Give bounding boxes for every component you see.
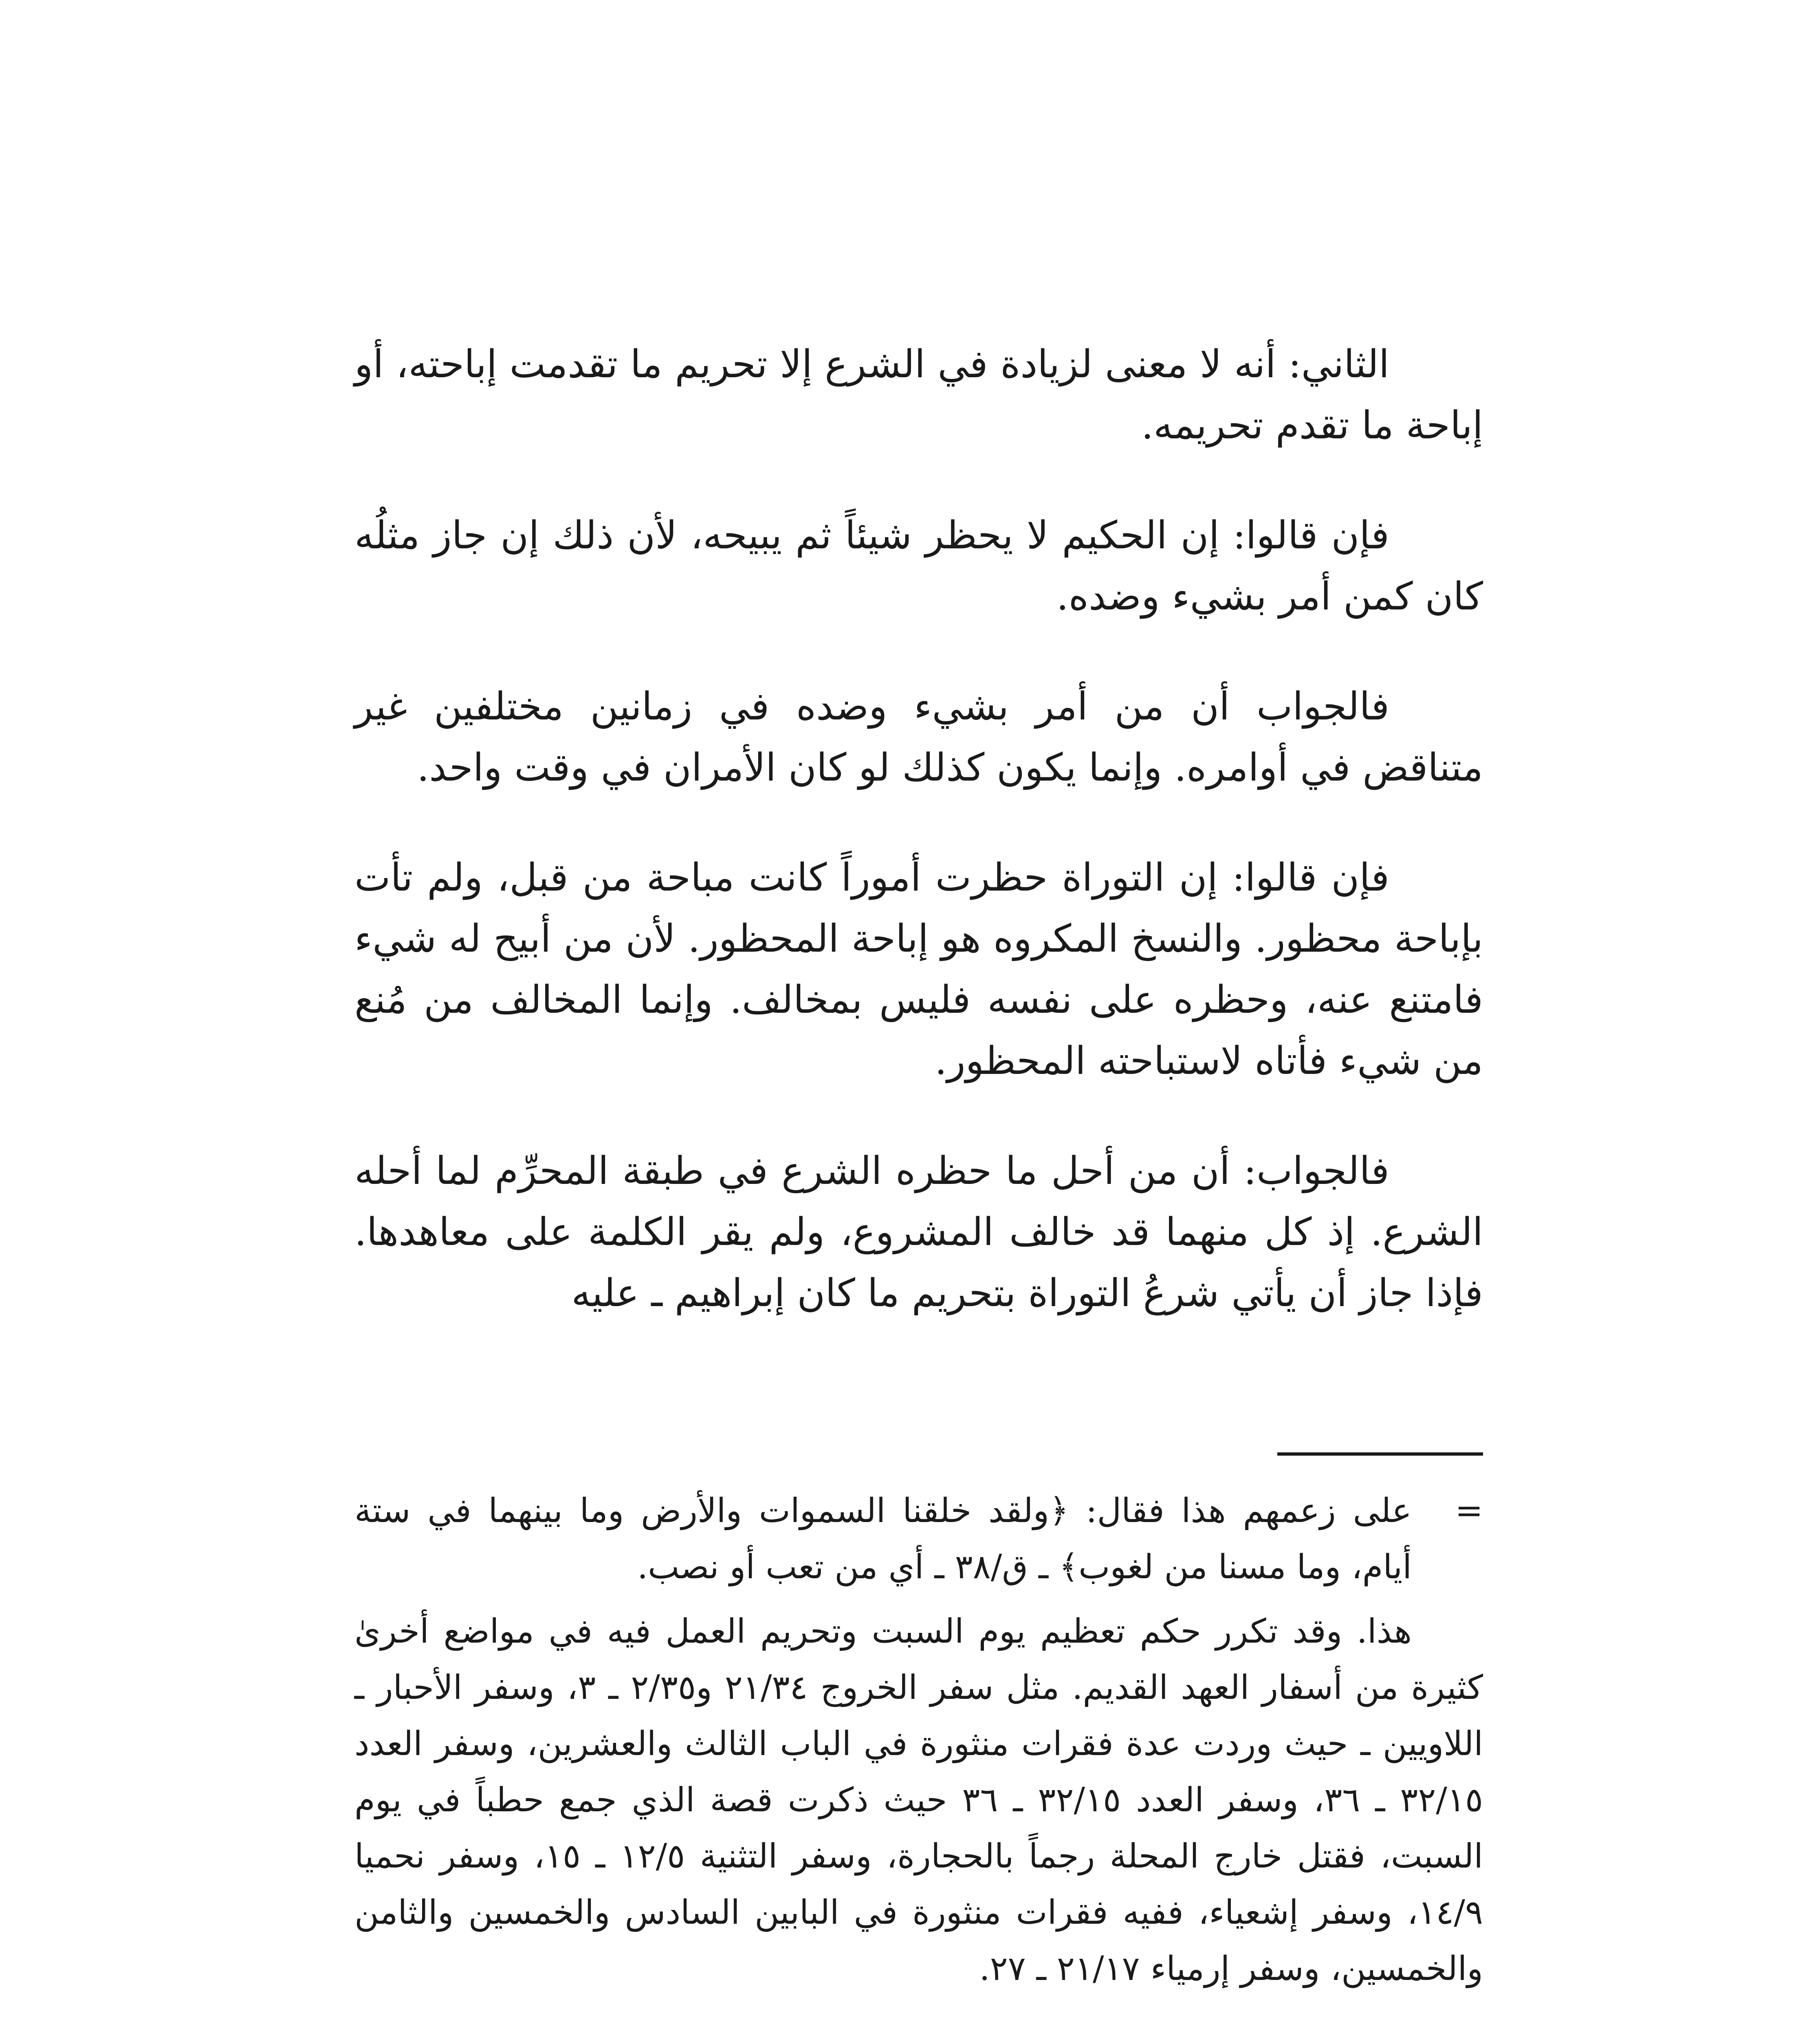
footnotes (354, 1483, 1483, 1997)
paragraph: فالجواب: أن من أحل ما حظره الشرع في طبقة المحرِّم لما أحله الشرع. إذ كل منهما قد خالف المشروع، ولم يقر الكلمة على معاهدها. فإذا جاز أن يأتي شرعُ التوراة بتحريم ما كان إبراهيم ـ عليه (354, 1149, 1483, 1315)
footnote-continuation (354, 1483, 1483, 1595)
main-text (354, 334, 1483, 1373)
paragraph: فالجواب أن من أمر بشيء وضده في زمانين مختلفين غير متناقض في أوامره. وإنما يكون كذلك لو كان الأمران في وقت واحد. (354, 684, 1483, 790)
footnote-text: على زعمهم هذا فقال: ﴿ولقد خلقنا السموات والأرض وما بينهما في ستة أيام، وما مسنا من لغوب﴾ ـ ق/٣٨ ـ أي من تعب أو نصب. (354, 1491, 1412, 1586)
paragraph: فإن قالوا: إن التوراة حظرت أموراً كانت مباحة من قبل، ولم تأت بإباحة محظور. والنسخ المكروه هو إباحة المحظور. لأن من أبيح له شيء فامتنع عنه، وحظره على نفسه فليس بمخالف. وإنما المخالف من مُنع من شيء فأتاه لاستباحته المحظور. (354, 856, 1483, 1083)
footnote-separator (1277, 1452, 1483, 1456)
paragraph: فإن قالوا: إن الحكيم لا يحظر شيئاً ثم يبيحه، لأن ذلك إن جاز مثلُه كان كمن أمر بشيء وضده. (354, 513, 1483, 619)
footnote-paragraph: هذا. وقد تكرر حكم تعظيم يوم السبت وتحريم العمل فيه في مواضع أخرىٰ كثيرة من أسفار العهد القديم. مثل سفر الخروج ٢١/٣٤ و٢/٣٥ ـ ٣، وسفر الأحبار ـ اللاويين ـ حيث وردت عدة فقرات منثورة في الباب الثالث والعشرين، وسفر العدد ٣٢/١٥ ـ ٣٦، وسفر العدد ٣٢/١٥ ـ ٣٦ حيث ذكرت قصة الذي جمع حطباً في يوم السبت، فقتل خارج المحلة رجماً بالحجارة، وسفر التثنية ١٢/٥ ـ ١٥، وسفر نحميا ١٤/٩، وسفر إشعياء، ففيه فقرات منثورة في البابين السادس والخمسين والثامن والخمسين، وسفر إرمياء ٢١/١٧ ـ ٢٧. (354, 1612, 1483, 1988)
footnote-mark: = (1455, 1491, 1483, 1530)
paragraph: الثاني: أنه لا معنى لزيادة في الشرع إلا تحريم ما تقدمت إباحته، أو إباحة ما تقدم تحريمه. (354, 342, 1483, 448)
